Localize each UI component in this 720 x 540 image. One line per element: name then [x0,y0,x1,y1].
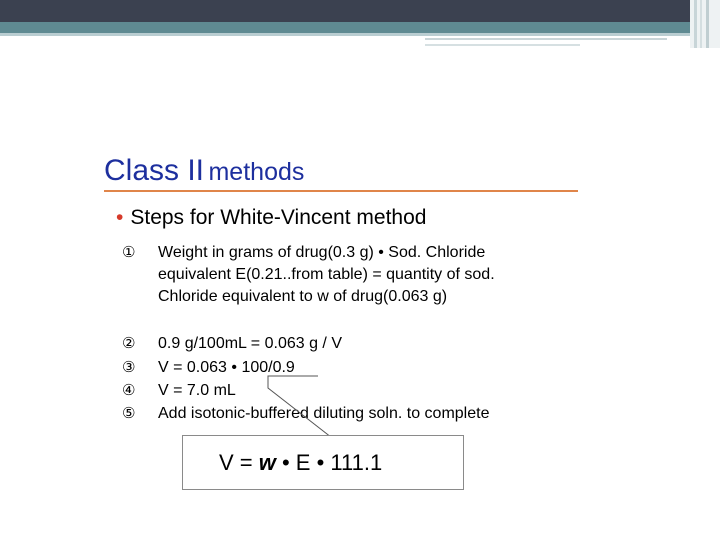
section-heading-text: Steps for White-Vincent method [130,206,427,229]
step-number: ② [122,334,136,352]
formula-box [182,435,464,490]
formula-variable: w [258,450,276,475]
title-part-2: methods [208,158,305,186]
step-line: Weight in grams of drug(0.3 g) • Sod. Chloride [158,244,486,261]
step-line: V = 0.063 • 100/0.9 [158,359,295,376]
formula-rhs: • E • 111.1 [275,450,383,475]
title-part-1: Class II [104,154,205,187]
step-line: V = 7.0 mL [158,382,236,399]
step-number: ① [122,243,136,261]
step-line: Add isotonic-buffered diluting soln. to complete [158,405,490,422]
step-line: Chloride equivalent to w of drug(0.063 g) [158,288,448,305]
step-number: ④ [122,381,136,399]
bullet-icon: • [116,206,124,229]
step-number: ⑤ [122,404,136,422]
step-line: equivalent E(0.21..from table) = quantity of sod. [158,266,495,283]
formula [219,450,382,476]
formula-lhs: V = [219,450,259,475]
step-number: ③ [122,358,136,376]
step-line: 0.9 g/100mL = 0.063 g / V [158,335,342,352]
